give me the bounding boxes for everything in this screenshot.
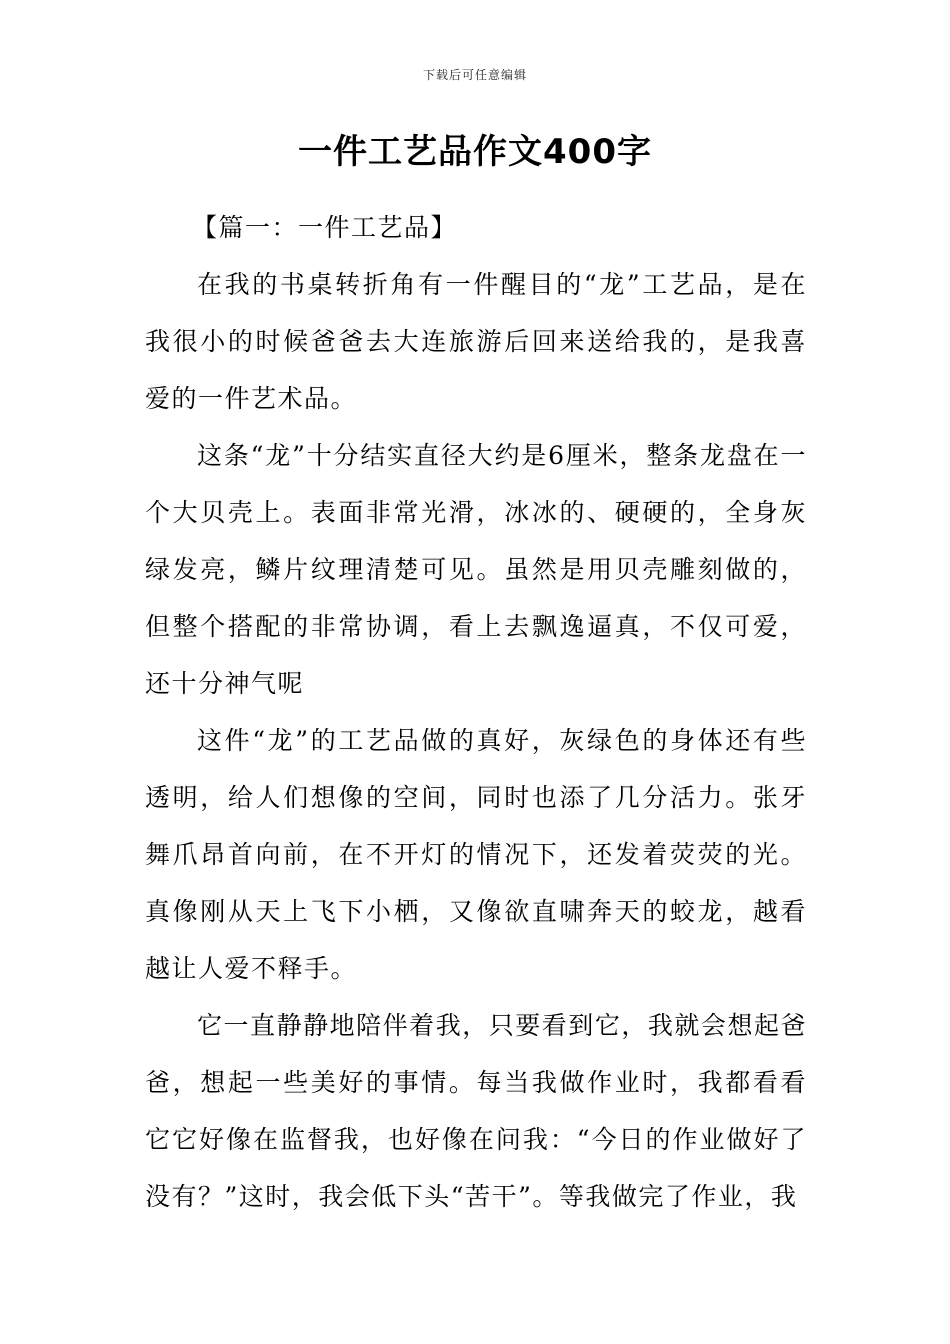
- paragraph: 这条“龙”十分结实直径大约是6厘米，整条龙盘在一个大贝壳上。表面非常光滑，冰冰的、硬硬的，全身灰绿发亮，鳞片纹理清楚可见。虽然是用贝壳雕刻做的，但整个搭配的非常协调，看上去飘逸逼真，不仅可爱，还十分神气呢: [145, 441, 807, 698]
- paragraph: 在我的书桌转折角有一件醒目的“龙”工艺品，是在我很小的时候爸爸去大连旅游后回来送给我的，是我喜爱的一件艺术品。: [145, 270, 807, 413]
- page-title: 一件工艺品作文400字: [298, 132, 652, 172]
- header-note: 下载后可任意编辑: [422, 68, 527, 82]
- paragraph: 这件“龙”的工艺品做的真好，灰绿色的身体还有些透明，给人们想像的空间，同时也添了几分活力。张牙舞爪昂首向前，在不开灯的情况下，还发着荧荧的光。真像刚从天上飞下小栖，又像欲直啸奔天的蛟龙，越看越让人爱不释手。: [145, 726, 807, 983]
- section-heading: 【篇一：一件工艺品】: [192, 213, 458, 242]
- article-body: [145, 199, 807, 1225]
- paragraph: 它一直静静地陪伴着我，只要看到它，我就会想起爸爸，想起一些美好的事情。每当我做作业时，我都看看它它好像在监督我，也好像在问我：“今日的作业做好了没有？”这时，我会低下头“苦干”。等我做完了作业，我: [145, 1011, 807, 1211]
